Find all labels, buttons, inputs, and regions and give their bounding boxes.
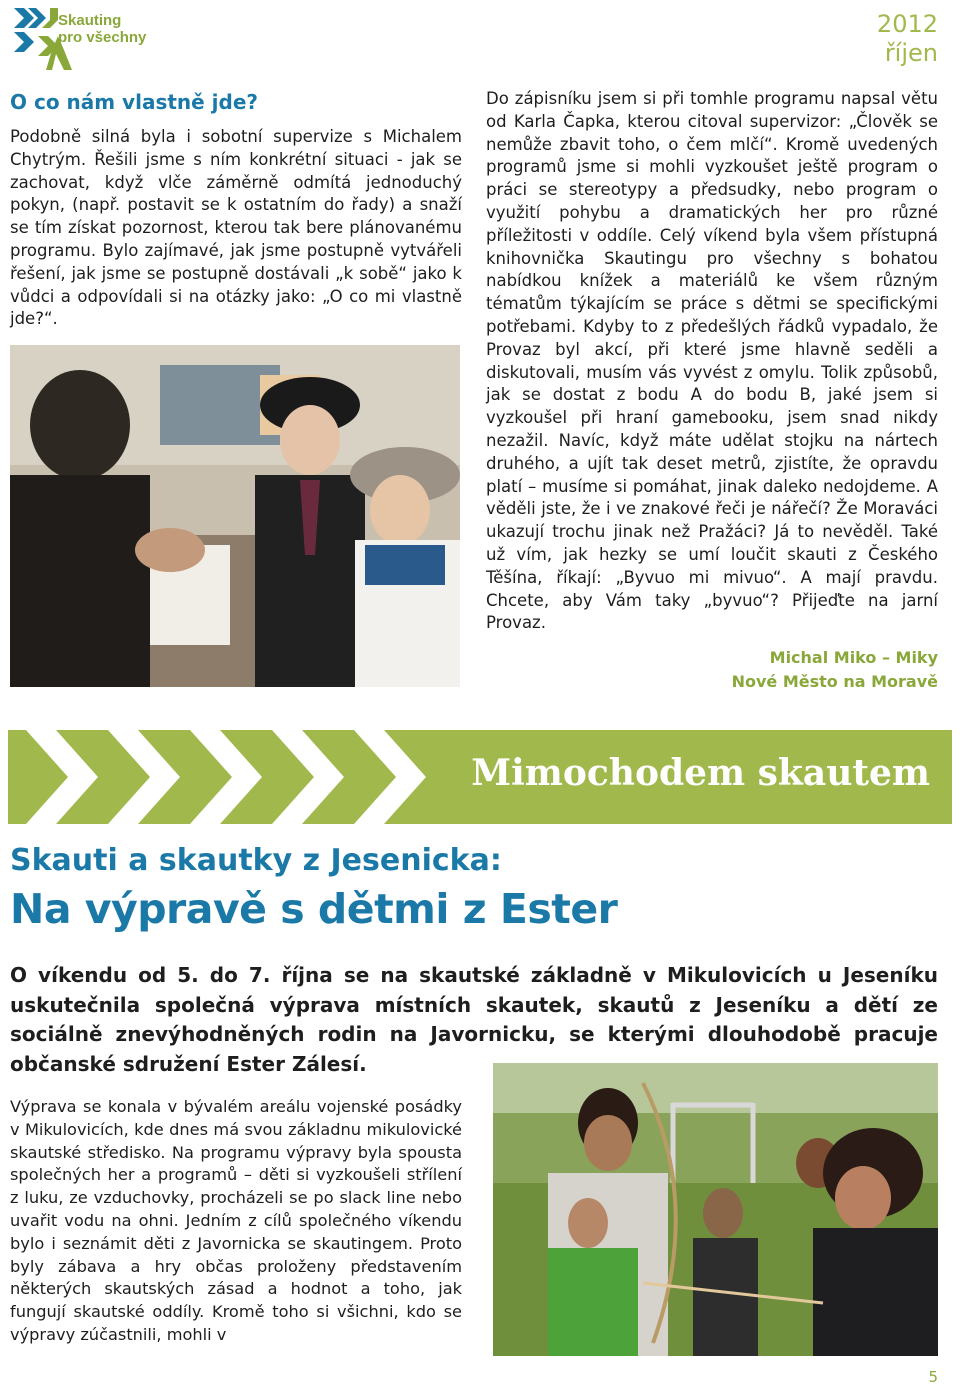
article-heading: Na výpravě s dětmi z Ester xyxy=(10,885,618,933)
photo-archery-image xyxy=(493,1063,938,1356)
page-number: 5 xyxy=(928,1368,938,1386)
right-paragraph: Do zápisníku jsem si při tomhle programu napsal větu od Karla Čapka, kterou citoval supervizor: „Člověk se nemůže zbavit toho, o čem mlčí“. Kromě uvedených programů jsme si mohli vyzkoušet ještě program o práci se stereotypy a předsudky, nebo program o využití pohybu a dramatických her pro různé příležitosti v oddíle. Celý víkend byla všem přístupná knihovnička Skautingu pro všechny s bohatou nabídkou knížek a materiálů ke všem různým tématům týkajícím se práce s dětmi se specifickými potřebami. Kdyby to z předešlých řádků vypadalo, že Provaz byl akcí, při které jsme hlavně seděli a diskutovali, musím vás vyvést z omylu. Tolik způsobů, jak se dostat z bodu A do bodu B, jaké jsem si vyzkoušel při hraní gamebooku, jsem snad nikdy nezažil. Navíc, když máte udělat stojku na nártech druhého, a ujít tak deset metrů, zjistíte, že opravdu platí – musíme si pomáhat, jinak daleko nedojdeme. A věděli jste, že i ve znakové řeči je nářečí? Že Moraváci ukazují trochu jinak než Pražáci? Já to nevěděl. Také už vím, jak hezky se umí loučit skauti z Českého Těšína, říkají: „Byvuo mi mivuo“. A mají pravdu. Chcete, aby Vám taky „byvuo“? Přijeďte na jarní Provaz. xyxy=(486,89,938,633)
photo-archery xyxy=(493,1063,938,1356)
photo-supervision xyxy=(10,345,460,687)
section-heading: O co nám vlastně jde? xyxy=(10,90,259,114)
article-subheading: Skauti a skautky z Jesenicka: xyxy=(10,843,502,878)
issue-year: 2012 xyxy=(876,10,938,38)
article-lead: O víkendu od 5. do 7. října se na skautské základně v Mikulovicích u Jeseníku uskutečnila společná výprava místních skautek, skautů z Jeseníku a dětí ze sociálně znevýhodněných rodin na Javornicku, se kterými dlouhodobě pracuje občanské sdružení Ester Zálesí. xyxy=(10,963,938,1076)
banner-title: Mimochodem skautem xyxy=(471,752,930,794)
photo-supervision-image xyxy=(10,345,460,687)
issue-date xyxy=(877,10,938,68)
signature-name: Michal Miko – Miky xyxy=(769,648,938,667)
signature-place: Nové Město na Moravě xyxy=(731,672,938,691)
logo-text xyxy=(58,12,146,46)
logo-line1: Skauting xyxy=(58,12,122,29)
article-body: Výprava se konala v bývalém areálu vojenské posádky v Mikulovicích, kde dnes má svou základnu mikulovické skautské středisko. Na programu výpravy byla spousta společných her a programů – děti si vyzkoušeli střílení z luku, ze vzduchovky, procházeli se po slack line nebo uvařit vodu na ohni. Jedním z cílů společného víkendu bylo i seznámit děti z Javornicka se skautingem. Proto byly zábava a hry občas proloženy představením některých skautských zásad a hodnot a toho, jak fungují skautské oddíly. Kromě toho si všichni, kdo se výpravy zúčastnili, mohli v xyxy=(10,1097,462,1344)
logo-line2: pro všechny xyxy=(58,29,147,46)
issue-month: říjen xyxy=(884,39,938,67)
signature xyxy=(732,646,938,694)
left-paragraph: Podobně silná byla i sobotní supervize s Michalem Chytrým. Řešili jsme s ním konkrétní situaci - jak se zachovat, když vlče záměrně odmítá jednoduchý pokyn, (např. postavit se k ostatním do řady) a snaží se tím získat pozornost, kterou tak bere plánovanému programu. Bylo zajímavé, jak jsme postupně vytvářeli řešení, jak jsme se postupně dostávali „k sobě“ jako k vůdci a odpovídali si na otázky jako: „O co mi vlastně jde?“. xyxy=(10,127,462,329)
